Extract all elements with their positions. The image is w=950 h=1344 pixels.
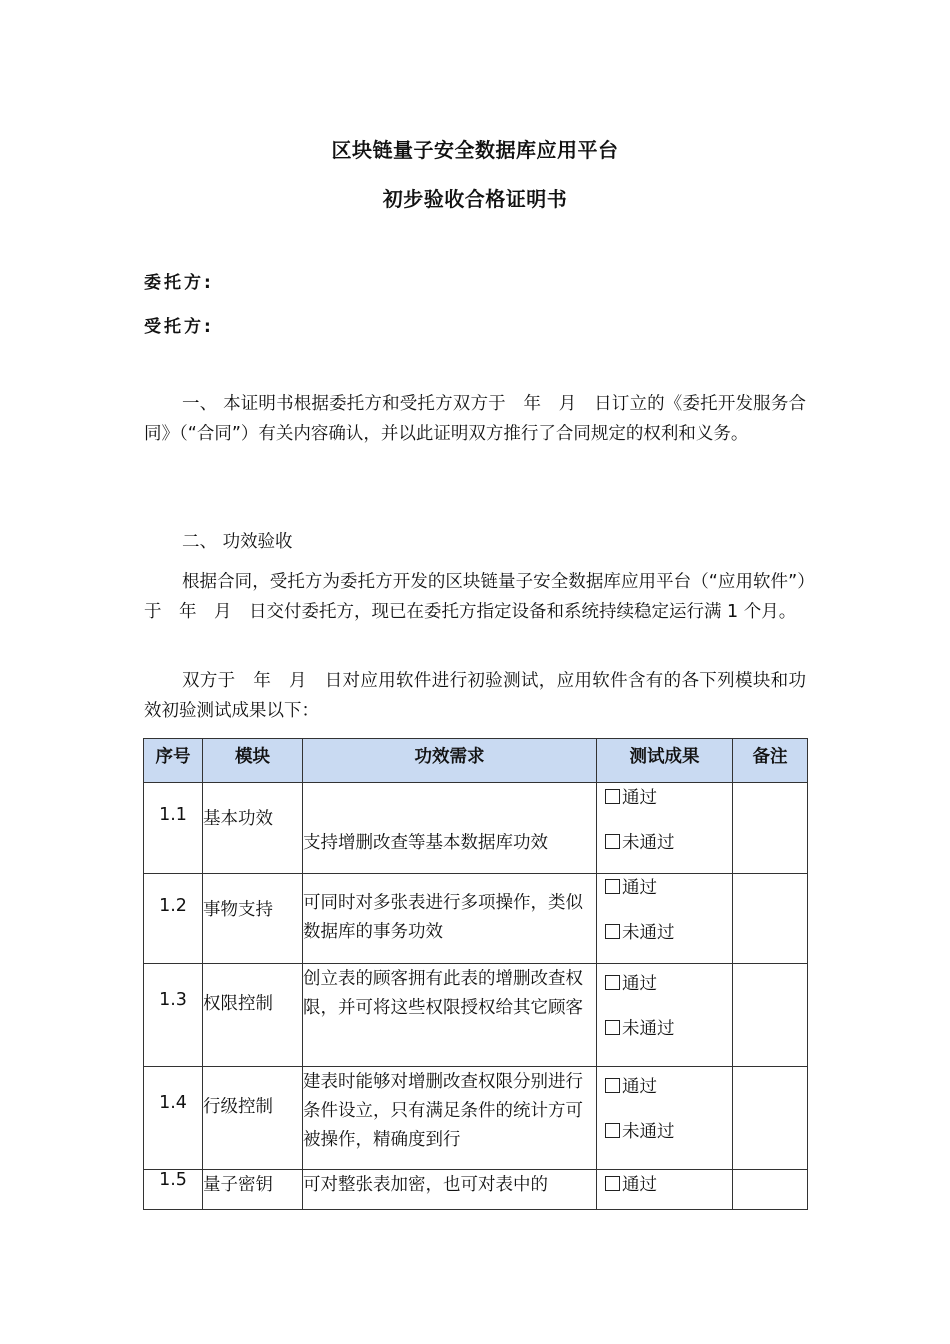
header-requirement: 功效需求 (303, 739, 597, 783)
row-number: 1.2 (144, 874, 203, 964)
header-result: 测试成果 (597, 739, 733, 783)
checkbox-icon[interactable] (605, 1020, 620, 1035)
row-note (733, 1170, 808, 1210)
section-2-heading: 二、 功效验收 (182, 532, 293, 552)
checkbox-icon[interactable] (605, 879, 620, 894)
pass-label: 通过 (622, 1175, 657, 1195)
row-module: 行级控制 (203, 1067, 303, 1170)
fail-label: 未通过 (622, 1019, 675, 1039)
checkbox-icon[interactable] (605, 975, 620, 990)
checkbox-icon[interactable] (605, 789, 620, 804)
row-requirement: 支持增删改查等基本数据库功效 (303, 783, 597, 874)
header-module: 模块 (203, 739, 303, 783)
header-note: 备注 (733, 739, 808, 783)
row-number: 1.5 (144, 1170, 203, 1210)
table-row (144, 1067, 808, 1170)
fail-label: 未通过 (622, 1122, 675, 1142)
table-row (144, 1170, 808, 1210)
section-1-paragraph: 一、 本证明书根据委托方和受托方双方于 年 月 日订立的《委托开发服务合同》（“合同”）有关内容确认，并以此证明双方推行了合同规定的权利和义务。 (144, 394, 806, 444)
checkbox-icon[interactable] (605, 1123, 620, 1138)
checkbox-icon[interactable] (605, 834, 620, 849)
row-note (733, 1067, 808, 1170)
row-result (597, 874, 733, 964)
pass-option[interactable] (597, 874, 732, 903)
pass-label: 通过 (622, 974, 657, 994)
section-2-paragraph-2: 双方于 年 月 日对应用软件进行初验测试，应用软件含有的各下列模块和功效初验测试成果以下： (144, 671, 806, 721)
checkbox-icon[interactable] (605, 1176, 620, 1191)
pass-option[interactable] (597, 1171, 732, 1200)
row-result (597, 1067, 733, 1170)
fail-label: 未通过 (622, 833, 675, 853)
row-note (733, 783, 808, 874)
row-requirement: 可同时对多张表进行多项操作，类似数据库的事务功效 (303, 874, 597, 964)
contractor-label: 受托方: (144, 317, 214, 337)
row-number: 1.1 (144, 783, 203, 874)
table-row (144, 874, 808, 964)
row-result (597, 964, 733, 1067)
row-module: 权限控制 (203, 964, 303, 1067)
table-row (144, 964, 808, 1067)
pass-option[interactable] (597, 970, 732, 999)
pass-option[interactable] (597, 784, 732, 813)
row-note (733, 874, 808, 964)
row-result (597, 1170, 733, 1210)
document-title: 区块链量子安全数据库应用平台 (331, 138, 619, 162)
row-requirement: 建表时能够对增删改查权限分别进行条件设立，只有满足条件的统计方可被操作，精确度到行 (303, 1067, 597, 1170)
client-label: 委托方: (144, 273, 214, 293)
pass-label: 通过 (622, 788, 657, 808)
row-number: 1.3 (144, 964, 203, 1067)
row-requirement: 可对整张表加密，也可对表中的 (303, 1170, 597, 1210)
checkbox-icon[interactable] (605, 1078, 620, 1093)
fail-option[interactable] (597, 829, 732, 858)
checkbox-icon[interactable] (605, 924, 620, 939)
document-subtitle: 初步验收合格证明书 (382, 187, 568, 211)
table-header-row (144, 739, 808, 783)
table-row (144, 783, 808, 874)
fail-option[interactable] (597, 1118, 732, 1147)
fail-option[interactable] (597, 919, 732, 948)
header-no: 序号 (144, 739, 203, 783)
row-result (597, 783, 733, 874)
row-module: 量子密钥 (203, 1170, 303, 1210)
pass-option[interactable] (597, 1073, 732, 1102)
pass-label: 通过 (622, 1077, 657, 1097)
pass-label: 通过 (622, 878, 657, 898)
fail-label: 未通过 (622, 923, 675, 943)
section-2-paragraph-1: 根据合同，受托方为委托方开发的区块链量子安全数据库应用平台（“应用软件”）于 年 月 日交付委托方，现已在委托方指定设备和系统持续稳定运行满 1 个月。 (144, 572, 806, 622)
fail-option[interactable] (597, 1015, 732, 1044)
row-module: 事物支持 (203, 874, 303, 964)
row-module: 基本功效 (203, 783, 303, 874)
row-note (733, 964, 808, 1067)
row-requirement: 创立表的顾客拥有此表的增删改查权限，并可将这些权限授权给其它顾客 (303, 964, 597, 1067)
row-number: 1.4 (144, 1067, 203, 1170)
acceptance-table (143, 738, 808, 1210)
